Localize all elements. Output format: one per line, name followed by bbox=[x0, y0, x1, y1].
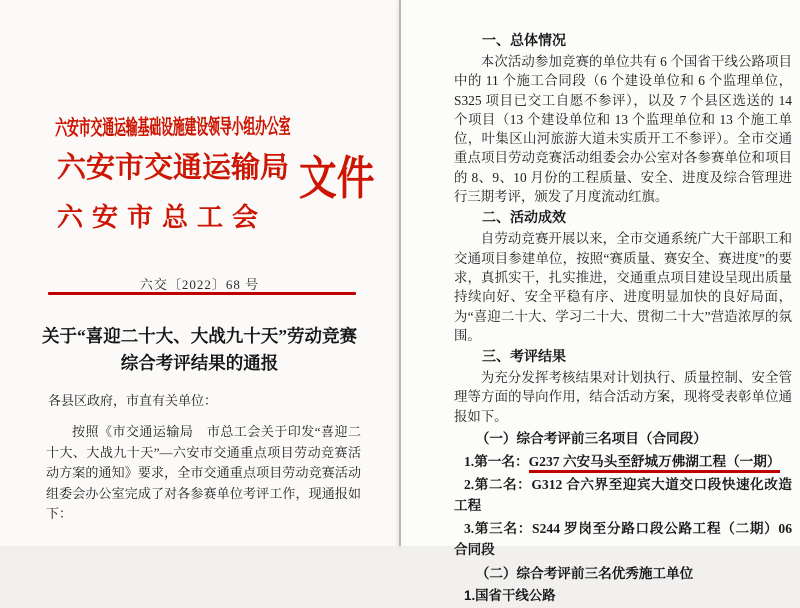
letterhead-org-block bbox=[57, 152, 289, 232]
unit-item-national-provincial-roads: 1.国省干线公路 bbox=[464, 587, 556, 603]
section2-paragraph: 自劳动竞赛开展以来，全市交通系统广大干部职工和交通项目参建单位，按照“赛质量、赛安全、赛进度”的要求，真抓实干，扎实推进，交通重点项目建设呈现出质量持续向好、安全平稳有序、进度明显加快的良好局面，为“喜迎二十大、学习二十大、贯彻二十大”营造浓厚的氛围。 bbox=[454, 231, 792, 343]
rank-item-second-label: 2.第二名： bbox=[464, 476, 532, 492]
document-page-right bbox=[401, 0, 800, 603]
rank-item-second bbox=[454, 474, 792, 517]
rank-item-second-name: G312 合六界至迎宾大道交口段快速化改造工程 bbox=[454, 476, 792, 514]
section1-paragraph: 本次活动参加竞赛的单位共有 6 个国省干线公路项目中的 11 个施工合同段（6 个建设单位和 6 个监理单位，S325 项目已交工自愿不参评），以及 7 个县区选送的 14 个项目（13 个建设单位和 13 个监理单位和 13 个施工单位，叶集区山河旅游大道未实质开工不参评）。全市交通重点项目劳动竞赛活动组委会办公室对各参赛单位和项目的 8、9、10 月份的工程质量、安全、进度及综合管理进行三期考评，颁发了月度流动红旗。 bbox=[454, 54, 792, 205]
rank-item-first bbox=[454, 451, 792, 473]
rank-item-third-label: 3.第三名： bbox=[464, 520, 533, 536]
document-title bbox=[0, 323, 399, 377]
letterhead-office-line: 六安市交通运输基础设施建设领导小组办公室 bbox=[55, 115, 291, 140]
right-page-content bbox=[454, 29, 792, 608]
subsection1-heading: （一）综合考评前三名项目（合同段） bbox=[475, 431, 707, 447]
left-body-paragraph: 按照《市交通运输局 市总工会关于印发“喜迎二十大、大战九十天”—六安市交通重点项目劳动竞赛活动方案的通知》要求，全市交通重点项目劳动竞赛活动组委会办公室完成了对各参赛单位考评工作，现通报如下： bbox=[46, 424, 361, 521]
letterhead-doc-type: 文件 bbox=[299, 152, 375, 204]
rank-item-first-label: 1.第一名： bbox=[464, 454, 529, 470]
letterhead-union-name: 六安市总工会 bbox=[57, 202, 268, 232]
salutation: 各县区政府，市直有关单位： bbox=[48, 393, 218, 408]
subsection2-heading: （二）综合考评前三名优秀施工单位 bbox=[475, 565, 694, 581]
rank-item-third-name: S244 罗岗至分路口段公路工程（二期）06 合同段 bbox=[454, 520, 792, 558]
rank-item-third bbox=[454, 518, 792, 561]
letterhead-red-rule bbox=[48, 292, 356, 295]
rank-item-first-name: G237 六安马头至舒城万佛湖工程（一期） bbox=[529, 454, 781, 473]
section2-heading: 二、活动成效 bbox=[482, 209, 566, 226]
document-page-left bbox=[0, 0, 399, 546]
section1-heading: 一、总体情况 bbox=[482, 32, 566, 48]
section3-paragraph: 为充分发挥考核结果对计划执行、质量控制、安全管理等方面的导向作用，结合活动方案，现将受表彰单位通报如下。 bbox=[454, 370, 792, 424]
document-number: 六交〔2022〕68 号 bbox=[139, 277, 260, 292]
letterhead-bureau-name: 六安市交通运输局 bbox=[57, 152, 290, 184]
document-title-line2: 综合考评结果的通报 bbox=[120, 353, 279, 373]
letterhead-row bbox=[57, 152, 391, 232]
document-title-line1: 关于“喜迎二十大、大战九十天”劳动竞赛 bbox=[42, 326, 357, 346]
section3-heading: 三、考评结果 bbox=[482, 348, 566, 365]
